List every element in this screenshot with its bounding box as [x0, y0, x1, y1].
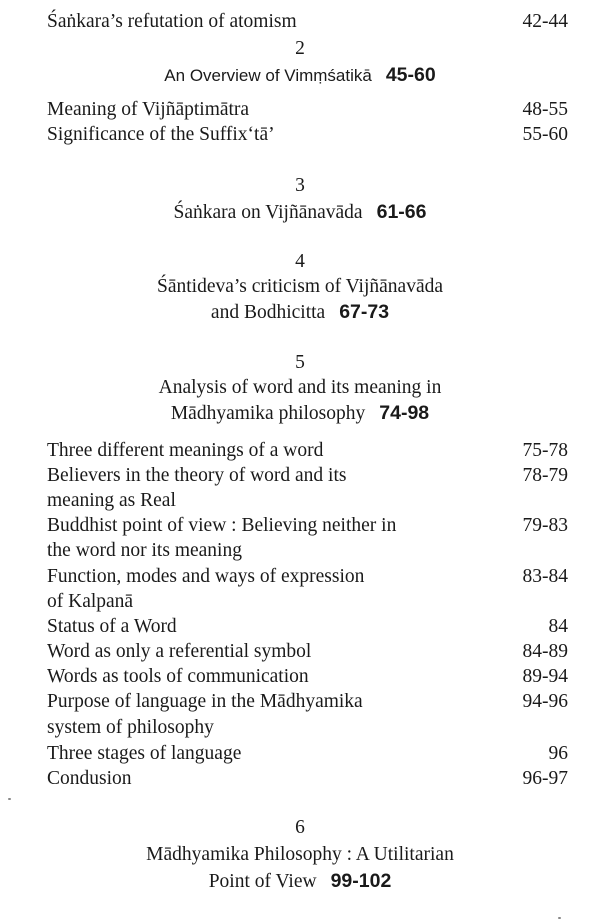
toc-entry-continuation: of Kalpanā: [47, 591, 134, 612]
toc-entry: [47, 513, 568, 539]
chapter-pages: 61-66: [376, 201, 427, 223]
chapter-heading: [0, 62, 600, 88]
toc-entry-pages: 48-55: [522, 99, 568, 120]
toc-entry: [47, 689, 568, 715]
toc-entry-pages: 79-83: [522, 515, 568, 536]
toc-entry: [47, 9, 568, 35]
chapter-title-line: Point of View: [208, 871, 317, 892]
toc-entry-pages: 96-97: [522, 768, 568, 789]
toc-entry-continuation: meaning as Real: [47, 490, 176, 511]
toc-entry: [47, 463, 568, 489]
toc-entry: [47, 564, 568, 590]
toc-entry-continuation: the word nor its meaning: [47, 540, 242, 561]
toc-entry: [47, 664, 568, 690]
toc-entry-pages: 96: [548, 743, 568, 764]
chapter-pages: 45-60: [385, 64, 436, 86]
toc-entry-pages: 89-94: [522, 666, 568, 687]
toc-entry-title: Purpose of language in the Mādhyamika: [47, 691, 363, 712]
toc-entry: [47, 639, 568, 665]
toc-entry-title: Significance of the Suffix‘tā’: [47, 124, 275, 145]
chapter-number: 4: [295, 251, 305, 272]
toc-entry-title: Word as only a referential symbol: [47, 641, 312, 662]
toc-entry-title: Three stages of language: [47, 743, 242, 764]
toc-entry-title: Three different meanings of a word: [47, 440, 324, 461]
toc-entry-continuation: system of philosophy: [47, 717, 214, 738]
toc-entry: [47, 741, 568, 767]
chapter-title-line: Mādhyamika Philosophy : A Utilitarian: [146, 844, 454, 865]
chapter-title-line: Analysis of word and its meaning in: [158, 377, 442, 398]
toc-entry-pages: 94-96: [522, 691, 568, 712]
scan-speck: [558, 917, 561, 919]
toc-entry-pages: 42-44: [522, 11, 568, 32]
toc-entry-title: Śaṅkara’s refutation of atomism: [47, 11, 297, 32]
toc-entry-pages: 75-78: [522, 440, 568, 461]
chapter-title: An Overview of Vimṃśatikā: [164, 66, 372, 85]
chapter-title-line: Śāntideva’s criticism of Vijñānavāda: [156, 276, 444, 297]
toc-entry: [47, 614, 568, 640]
toc-entry: [47, 766, 568, 792]
toc-entry-title: Condusion: [47, 768, 132, 789]
chapter-heading: [0, 868, 600, 894]
toc-entry-pages: 84: [548, 616, 568, 637]
chapter-pages: 74-98: [379, 402, 430, 424]
chapter-pages: 67-73: [339, 301, 390, 323]
toc-entry-title: Function, modes and ways of expression: [47, 566, 365, 587]
toc-entry: [47, 122, 568, 148]
chapter-number: 5: [295, 352, 305, 373]
toc-entry-title: Meaning of Vijñāptimātra: [47, 99, 250, 120]
toc-entry-title: Buddhist point of view : Believing neither in: [47, 515, 397, 536]
chapter-number: 2: [295, 38, 305, 59]
toc-entry-pages: 84-89: [522, 641, 568, 662]
chapter-number: 6: [295, 817, 305, 838]
toc-entry-pages: 55-60: [522, 124, 568, 145]
chapter-heading: [0, 199, 600, 225]
toc-entry-pages: 78-79: [522, 465, 568, 486]
toc-entry-title: Words as tools of communication: [47, 666, 309, 687]
toc-entry-pages: 83-84: [522, 566, 568, 587]
toc-entry: [47, 438, 568, 464]
chapter-title-line: and Bodhicitta: [210, 302, 326, 323]
chapter-pages: 99-102: [330, 870, 392, 892]
scan-speck: [8, 798, 11, 800]
chapter-title-line: Mādhyamika philosophy: [170, 403, 366, 424]
chapter-heading: [0, 299, 600, 325]
toc-entry: [47, 97, 568, 123]
chapter-number: 3: [295, 175, 305, 196]
toc-entry-title: Believers in the theory of word and its: [47, 465, 347, 486]
chapter-title: Śaṅkara on Vijñānavāda: [173, 202, 363, 223]
chapter-heading: [0, 400, 600, 426]
toc-entry-title: Status of a Word: [47, 616, 177, 637]
